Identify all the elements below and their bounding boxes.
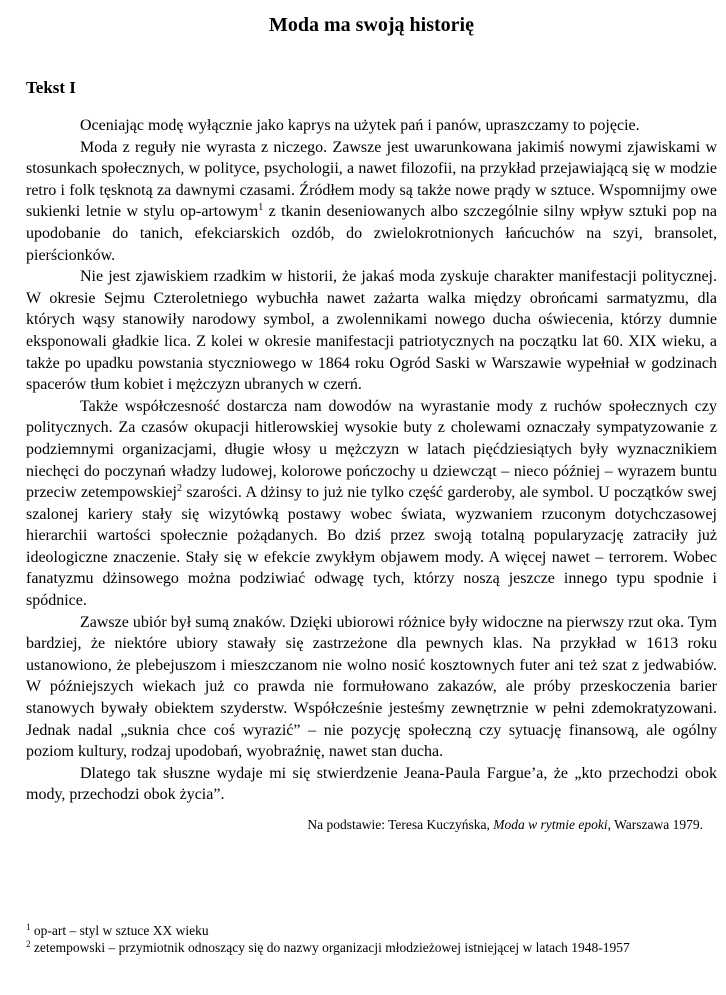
source-book-title: Moda w rytmie epoki — [493, 817, 608, 832]
source-citation — [26, 816, 717, 834]
paragraph-text: Zawsze ubiór był sumą znaków. Dzięki ubiorowi różnice były widoczne na pierwszy rzut oka. Tym bardziej, że niektóre ubiory stawały się zastrzeżone dla pewnych klas. Na przykład w 1613 roku ustanowiono, że plebejuszom i mieszczanom nie wolno nosić kosztownych futer ani też szat z jedwabiów. W późniejszych wiekach już co prawda nie formułowano zakazów, ale próby przeskoczenia barier stanowych bywały obiektem szyderstw. Współcześnie jesteśmy zewnętrznie w pełni zdemokratyzowani. Jednak nadal „suknia chce coś wyrazić” – nie pozycję społeczną czy sytuację finansową, ale ogólny poziom kultury, rodzaj upodobań, wyobraźnię, nawet stan ducha. — [26, 613, 717, 761]
footnote-ref: 1 — [258, 202, 264, 214]
paragraph — [26, 266, 717, 396]
source-prefix: Na podstawie: Teresa Kuczyńska, — [307, 817, 494, 832]
paragraph — [26, 396, 717, 612]
paragraph-text: Oceniając modę wyłącznie jako kaprys na użytek pań i panów, upraszczamy to pojęcie. — [80, 117, 640, 134]
document-title: Moda ma swoją historię — [269, 14, 474, 36]
paragraph-text: Moda z reguły nie wyrasta z niczego. Zawsze jest uwarunkowana jakimiś nowymi zjawiskami w stosunkach społecznych, w polityce, psychologii, a nawet filozofii, na przykład przejawiającą się w modzie retro i folk tęsknotą za dawnymi czasami. Źródłem mody są także nowe prądy w sztuce. Wspomnijmy owe sukienki letnie w stylu op-artowym — [26, 138, 717, 221]
paragraph-text: Dlatego tak słuszne wydaje mi się stwierdzenie Jeana-Paula Fargue’a, że „kto przechodzi obok mody, przechodzi obok życia”. — [26, 764, 717, 804]
footnote-number: 1 — [26, 922, 31, 932]
footnote-number: 2 — [26, 939, 31, 949]
paragraph-text: Także współczesność dostarcza nam dowodów na wyrastanie mody z ruchów społecznych czy politycznych. Za czasów okupacji hitlerowskiej wysokie buty z cholewami oznaczały sympatyzowanie z podziemnymi organizacjami, długie włosy u mężczyzn w latach pięćdziesiątych były wyznacznikiem niechęci do poczynań władzy ludowej, kolorowe pończochy u dziewcząt – nieco później – wyrazem buntu przeciw zetempowskiej — [26, 397, 717, 502]
footnote — [26, 922, 717, 939]
footnotes — [26, 922, 717, 956]
footnote-ref: 2 — [176, 483, 182, 495]
source-suffix: , Warszawa 1979. — [607, 817, 703, 832]
document-page — [26, 12, 717, 834]
paragraph — [26, 763, 717, 806]
paragraph-text: Nie jest zjawiskiem rzadkim w historii, że jakaś moda zyskuje charakter manifestacji politycznej. W okresie Sejmu Czteroletniego wybuchła nawet zażarta walka między obrońcami sarmatyzmu, dla których wąsy stanowiły narodowy symbol, a zwolennikami nowego ducha oświecenia, którzy dumnie eksponowali gładkie lica. Z kolei w okresie manifestacji patriotycznych na początku lat 60. XIX wieku, a także po upadku powstania styczniowego w 1864 roku Ogród Saski w Warszawie wypełniał w godzinach spacerów tłum kobiet i mężczyzn ubranych w czerń. — [26, 268, 717, 394]
footnote — [26, 939, 717, 956]
paragraph-text: z tkanin deseniowanych albo szczególnie silny wpływ sztuki pop na upodobanie do tanich, efekciarskich ozdób, do zwielokrotnionych łańcuchów na szyi, bransolet, pierścionków. — [26, 203, 717, 264]
body-text — [26, 115, 717, 806]
paragraph — [26, 137, 717, 267]
footnote-text: zetempowski – przymiotnik odnoszący się do nazwy organizacji młodzieżowej istniejącej w latach 1948-1957 — [30, 940, 630, 955]
paragraph — [26, 612, 717, 763]
footnote-text: op-art – styl w sztuce XX wieku — [30, 923, 209, 938]
paragraph — [26, 115, 717, 137]
paragraph-text: szarości. A dżinsy to już nie tylko część garderoby, ale symbol. U początków swej szalonej kariery stały się wizytówką postawy wobec świata, wyzwaniem rzuconym dotychczasowej hierarchii wartości społecznie pożądanych. Bo dziś przez swoją totalną popularyzację zatraciły już ideologiczne znaczenie. Stały się w efekcie zwykłym objawem mody. A więcej nawet – terrorem. Wobec fanatyzmu dżinsowego można podziwiać odwagę tych, którzy noszą jeszcze innego typu spodnie i spódnice. — [26, 484, 717, 610]
section-title: Tekst I — [26, 78, 76, 97]
